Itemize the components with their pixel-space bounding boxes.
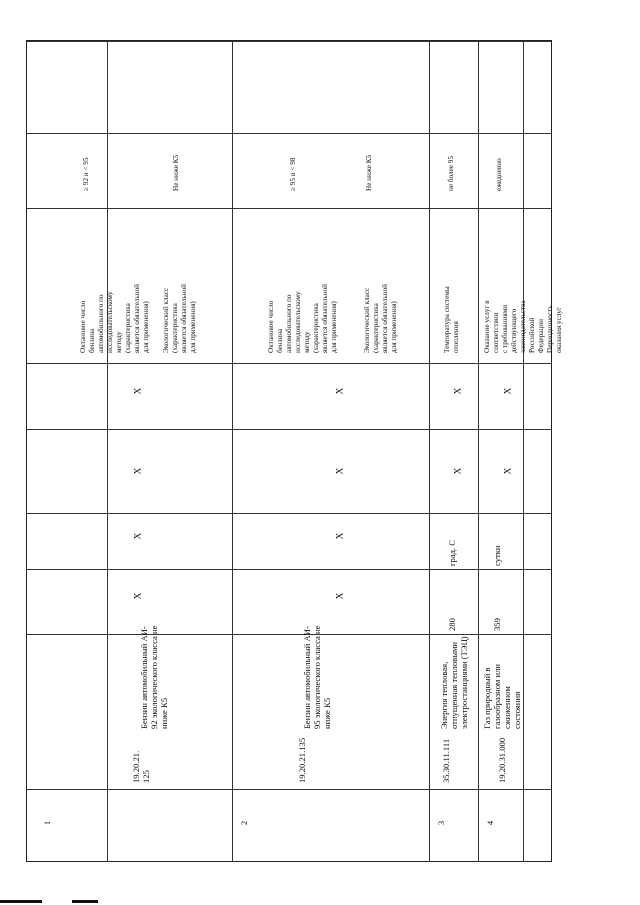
characteristic-value: Не ниже К5 (365, 154, 373, 191)
okpd-code: 35.30.11.111 (441, 738, 451, 783)
empty-cell-mark: X (133, 467, 144, 475)
product-name: Бензин автомобильный АИ- 95 экологического класса не ниже К5 (302, 625, 333, 729)
characteristic-name: Оказание услуг в соответствии с требованиями действующего законодательства Российской Федерации Периодичность оказания услуг (483, 300, 563, 353)
requirements-table (26, 40, 563, 862)
unit-name: X (335, 532, 346, 540)
okpd-code: 19.20.21.135 (297, 737, 307, 783)
row-divider (107, 41, 108, 861)
column-divider (27, 634, 551, 635)
okpd-code: 19.20.21. 125 (131, 750, 152, 783)
okpd-code: 19.20.31.000 (497, 737, 507, 783)
column-divider (27, 429, 551, 430)
empty-cell-mark: X (503, 467, 514, 475)
characteristic-name: Температура системы отопления (443, 286, 460, 353)
row-number: 3 (436, 820, 446, 826)
characteristic-value: не более 95 (447, 156, 455, 191)
column-divider (27, 133, 551, 134)
characteristic-value: Не ниже К5 (172, 154, 180, 191)
scan-edge-mark (72, 900, 98, 903)
unit-name: град. С (447, 539, 457, 566)
empty-cell-mark: X (133, 387, 144, 395)
empty-cell-mark: X (453, 467, 464, 475)
scan-edge-mark (0, 900, 42, 903)
unit-name: сутки (492, 545, 502, 566)
column-divider (27, 789, 551, 790)
column-divider (27, 569, 551, 570)
okei-code: X (335, 592, 346, 600)
column-divider (27, 363, 551, 364)
row-number: 1 (42, 820, 52, 826)
okei-code: X (133, 592, 144, 600)
empty-cell-mark: X (335, 467, 346, 475)
product-name: Газ природный в газообразном или сжиженном состоянии (482, 664, 523, 729)
empty-cell-mark: X (503, 387, 514, 395)
characteristic-value: ≥ 95 и < 98 (289, 157, 297, 191)
column-divider (27, 41, 551, 42)
product-name: Бензин автомобильный АИ- 92 экологического класса не ниже К5 (139, 625, 170, 729)
characteristic-name: Экологический класс (характеристика является обязательной для применения) (162, 284, 197, 353)
characteristic-name: Октановое число бензина автомобильного по исследовательскому методу (характеристика является обязательной для применения) (79, 284, 150, 353)
row-divider (429, 41, 430, 861)
characteristic-name: Октановое число бензина автомобильного по исследовательскому методу (характеристика является обязательной для применения) (267, 284, 338, 353)
column-divider (27, 513, 551, 514)
row-divider (523, 41, 524, 861)
row-divider (478, 41, 479, 861)
row-number: 2 (239, 820, 249, 826)
row-divider (232, 41, 233, 861)
product-name: Энергия тепловая, отпущенная тепловыми электростанциями (ТЭЦ) (439, 636, 470, 729)
characteristic-name: Экологический класс (характеристика является обязательной для применения) (363, 284, 398, 353)
okei-code: 280 (447, 618, 457, 631)
empty-cell-mark: X (453, 387, 464, 395)
row-number: 4 (485, 820, 495, 826)
unit-name: X (133, 532, 144, 540)
okei-code: 359 (492, 618, 502, 631)
column-divider (27, 208, 551, 209)
characteristic-value: ≥ 92 и < 95 (82, 157, 90, 191)
characteristic-value: ежедневно (495, 158, 503, 191)
empty-cell-mark: X (335, 387, 346, 395)
